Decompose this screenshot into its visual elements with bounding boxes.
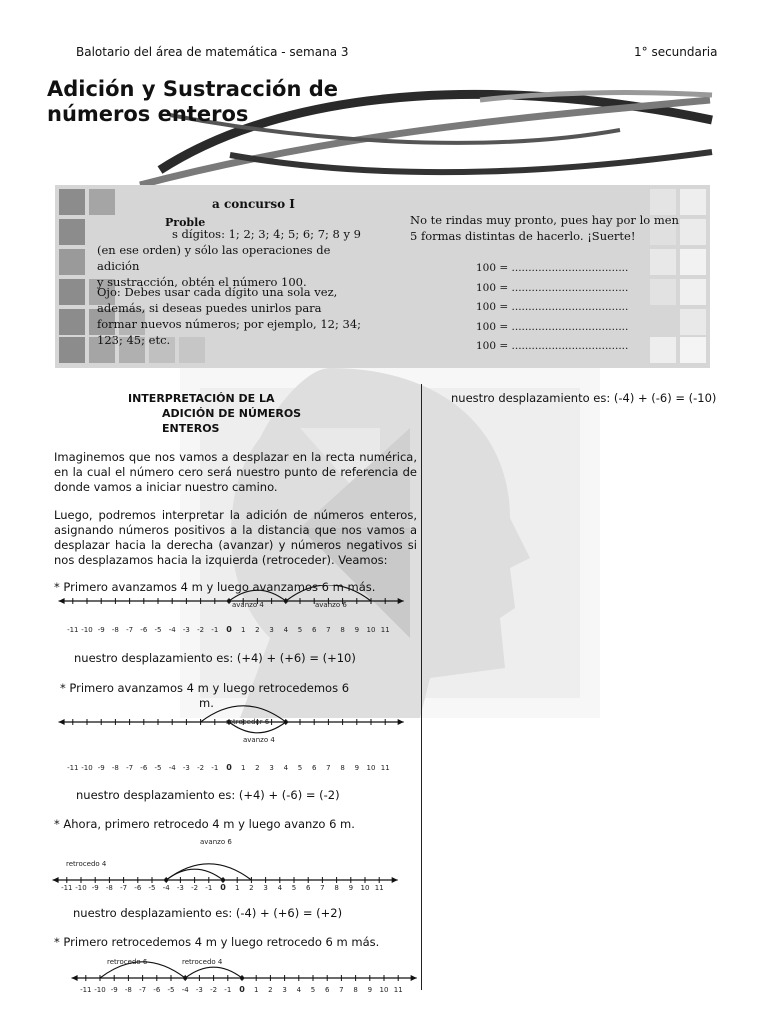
header-right: 1° secundaria [634,45,718,59]
tick-label: -10 [75,884,87,892]
arrow-left-icon [53,877,59,883]
tick-label: -11 [61,884,73,892]
tick-label: 4 [283,764,289,772]
paragraph-intro: Imaginemos que nos vamos a desplazar en la recta numérica, en la cual el número cero será nuestro punto de referencia de donde vamos a iniciar nuestro camino. [54,450,417,494]
tick-label: 7 [326,764,331,772]
tick-label: -1 [211,764,219,772]
arc-label: avanzo 4 [243,736,275,744]
arrow-left-icon [59,719,65,725]
arc-label: retrocedo 4 [182,958,223,966]
tick-label: 4 [296,986,302,994]
arrow-right-icon [392,877,398,883]
tick-label: -7 [139,986,147,994]
tick-label: 5 [310,986,316,994]
tick-label: -11 [80,986,92,994]
tick-label: 10 [366,626,376,634]
header-left: Balotario del área de matemática - semana 3 [76,45,349,59]
tick-label: 11 [393,986,403,994]
tick-label: 11 [374,884,384,892]
arrow-right-icon [398,719,404,725]
tick-label: 0 [226,625,232,634]
tick-label: 1 [253,986,259,994]
tick-label: -5 [167,986,175,994]
tick-label: -8 [105,884,113,892]
number-line-1 [0,585,420,645]
point-marker [183,976,187,980]
tick-label: -10 [94,986,106,994]
problem-text: s dígitos: 1; 2; 3; 4; 5; 6; 7; 8 y 9 (en ese orden) y sólo las operaciones de adición y sustracción, obtén el número 100. [97,227,361,289]
answer-lines [476,259,628,357]
tick-label: -2 [197,764,205,772]
column-divider [421,384,422,990]
tick-label: -9 [97,626,105,634]
page-title [47,77,338,127]
example-1-result: nuestro desplazamiento es: (+4) + (+6) = (+10) [74,651,356,665]
tick-label: -2 [197,626,205,634]
tick-label: 3 [269,764,274,772]
tick-label: 5 [297,764,303,772]
tick-label: 3 [263,884,268,892]
tick-label: 1 [234,884,240,892]
tick-label: 5 [297,626,303,634]
arrow-right-icon [411,975,417,981]
tick-label: 3 [282,986,287,994]
tick-label: 6 [311,764,317,772]
tick-label: 6 [311,626,317,634]
tick-label: -3 [182,626,190,634]
tick-label: -4 [168,764,176,772]
tick-label: 9 [367,986,373,994]
tick-label: 6 [305,884,311,892]
tick-label: 8 [340,764,345,772]
tick-label: -5 [148,884,156,892]
tick-label: 10 [366,764,376,772]
answer-line: 100 = ................................... [476,320,629,333]
answer-line: 100 = ................................... [476,281,629,294]
answer-line: 100 = ................................... [476,301,629,313]
arrow-left-icon [72,975,78,981]
paragraph-explanation: Luego, podremos interpretar la adición de números enteros, asignando números positivos a la distancia que nos vamos a desplazar hacia la derecha (avanzar) y números negativos si nos desplazamos hacia la izquierda (retroceder). Veamos: [54,508,417,567]
answer-line: 100 = ................................... [476,262,629,274]
tick-label: 6 [324,986,330,994]
arc-label: avanzo 6 [200,838,232,846]
arc-label: retrocedo 6 [107,958,148,966]
tick-label: -8 [111,764,119,772]
tick-label: -6 [140,626,148,634]
tick-label: -3 [176,884,184,892]
tick-label: -11 [67,764,79,772]
tick-label: -10 [81,626,93,634]
tick-label: -4 [162,884,170,892]
tick-label: 2 [255,626,260,634]
example-2-intro-cont: m. [199,696,214,710]
tick-label: -2 [210,986,218,994]
tick-label: 7 [326,626,331,634]
problem-note: Ojo: Debes usar cada dígito una sola vez, además, si deseas puedes unirlos para formar nuevos números; por ejemplo, 12; 34; 123; 45; etc. [97,285,362,347]
tick-label: 8 [340,626,345,634]
tick-label: -6 [140,764,148,772]
tick-label: 10 [379,986,389,994]
page-title-line1: Adición y Sustracción de [47,77,339,101]
tick-label: -5 [154,764,162,772]
tick-label: -8 [111,626,119,634]
tick-label: 11 [380,764,390,772]
tick-label: -7 [126,764,134,772]
tick-label: -4 [181,986,189,994]
example-3-intro: * Ahora, primero retrocedo 4 m y luego avanzo 6 m. [54,817,355,831]
tick-label: 2 [268,986,273,994]
tick-label: -9 [91,884,99,892]
tick-label: -9 [97,764,105,772]
example-1-intro: * Primero avanzamos 4 m y luego avanzamos 6 m más. [54,580,376,594]
tick-label: -7 [126,626,134,634]
arrow-left-icon [59,598,65,604]
number-line-3 [0,834,420,894]
tick-label: -10 [81,764,93,772]
tick-label: 4 [277,884,283,892]
tick-label: 7 [339,986,344,994]
tick-label: 9 [354,764,360,772]
problem-label: Proble [165,216,206,229]
tick-label: -3 [182,764,190,772]
encouragement-text: No te rindas muy pronto, pues hay por lo men 5 formas distintas de hacerlo. ¡Suerte! [410,213,679,243]
page-title-line2: números enteros [47,102,249,126]
tick-label: 11 [380,626,390,634]
point-marker [227,599,231,603]
arc-label: retrocedo 4 [66,860,107,868]
example-2-result: nuestro desplazamiento es: (+4) + (-6) = (-2) [76,788,340,802]
point-marker [221,878,225,882]
arc-label: avanzo 4 [232,601,264,609]
arrow-right-icon [398,598,404,604]
arc-label: retroceder 6 [226,718,270,726]
challenge-box [55,185,710,368]
tick-label: 5 [291,884,297,892]
tick-label: 9 [348,884,354,892]
tick-label: 1 [240,764,246,772]
arc-label: avanzo 6 [315,601,347,609]
tick-label: 8 [353,986,358,994]
tick-label: -2 [191,884,199,892]
tick-label: 7 [320,884,325,892]
tick-label: 1 [240,626,246,634]
tick-label: -1 [224,986,232,994]
tick-label: -6 [153,986,161,994]
example-4-intro: * Primero retrocedemos 4 m y luego retrocedo 6 m más. [54,935,380,949]
tick-label: -1 [205,884,213,892]
tick-label: 8 [334,884,339,892]
tick-label: -3 [195,986,203,994]
tick-label: -8 [124,986,132,994]
tick-label: 9 [354,626,360,634]
tick-label: 0 [239,985,245,994]
point-marker [240,976,244,980]
tick-label: 2 [249,884,254,892]
tick-label: 2 [255,764,260,772]
point-marker [284,599,288,603]
section-heading: INTERPRETACIÓN DE LA ADICIÓN DE NÚMEROS ENTEROS [128,392,302,435]
challenge-heading: a concurso I [212,197,295,211]
tick-label: 0 [220,883,226,892]
example-3-result: nuestro desplazamiento es: (-4) + (+6) = (+2) [73,906,343,920]
number-line-2 [0,690,420,780]
number-line-4 [0,950,420,1000]
tick-label: -7 [120,884,128,892]
tick-label: -5 [154,626,162,634]
tick-label: 10 [360,884,370,892]
tick-label: -6 [134,884,142,892]
tick-label: 4 [283,626,289,634]
example-2-intro: * Primero avanzamos 4 m y luego retrocedemos 6 [60,681,350,695]
tick-label: 3 [269,626,274,634]
result-example-4: nuestro desplazamiento es: (-4) + (-6) = (-10) [451,391,717,405]
tick-label: -9 [110,986,118,994]
answer-line: 100 = ................................... [476,340,629,352]
tick-label: -1 [211,626,219,634]
tick-label: -11 [67,626,79,634]
tick-label: 0 [226,763,232,772]
tick-label: -4 [168,626,176,634]
